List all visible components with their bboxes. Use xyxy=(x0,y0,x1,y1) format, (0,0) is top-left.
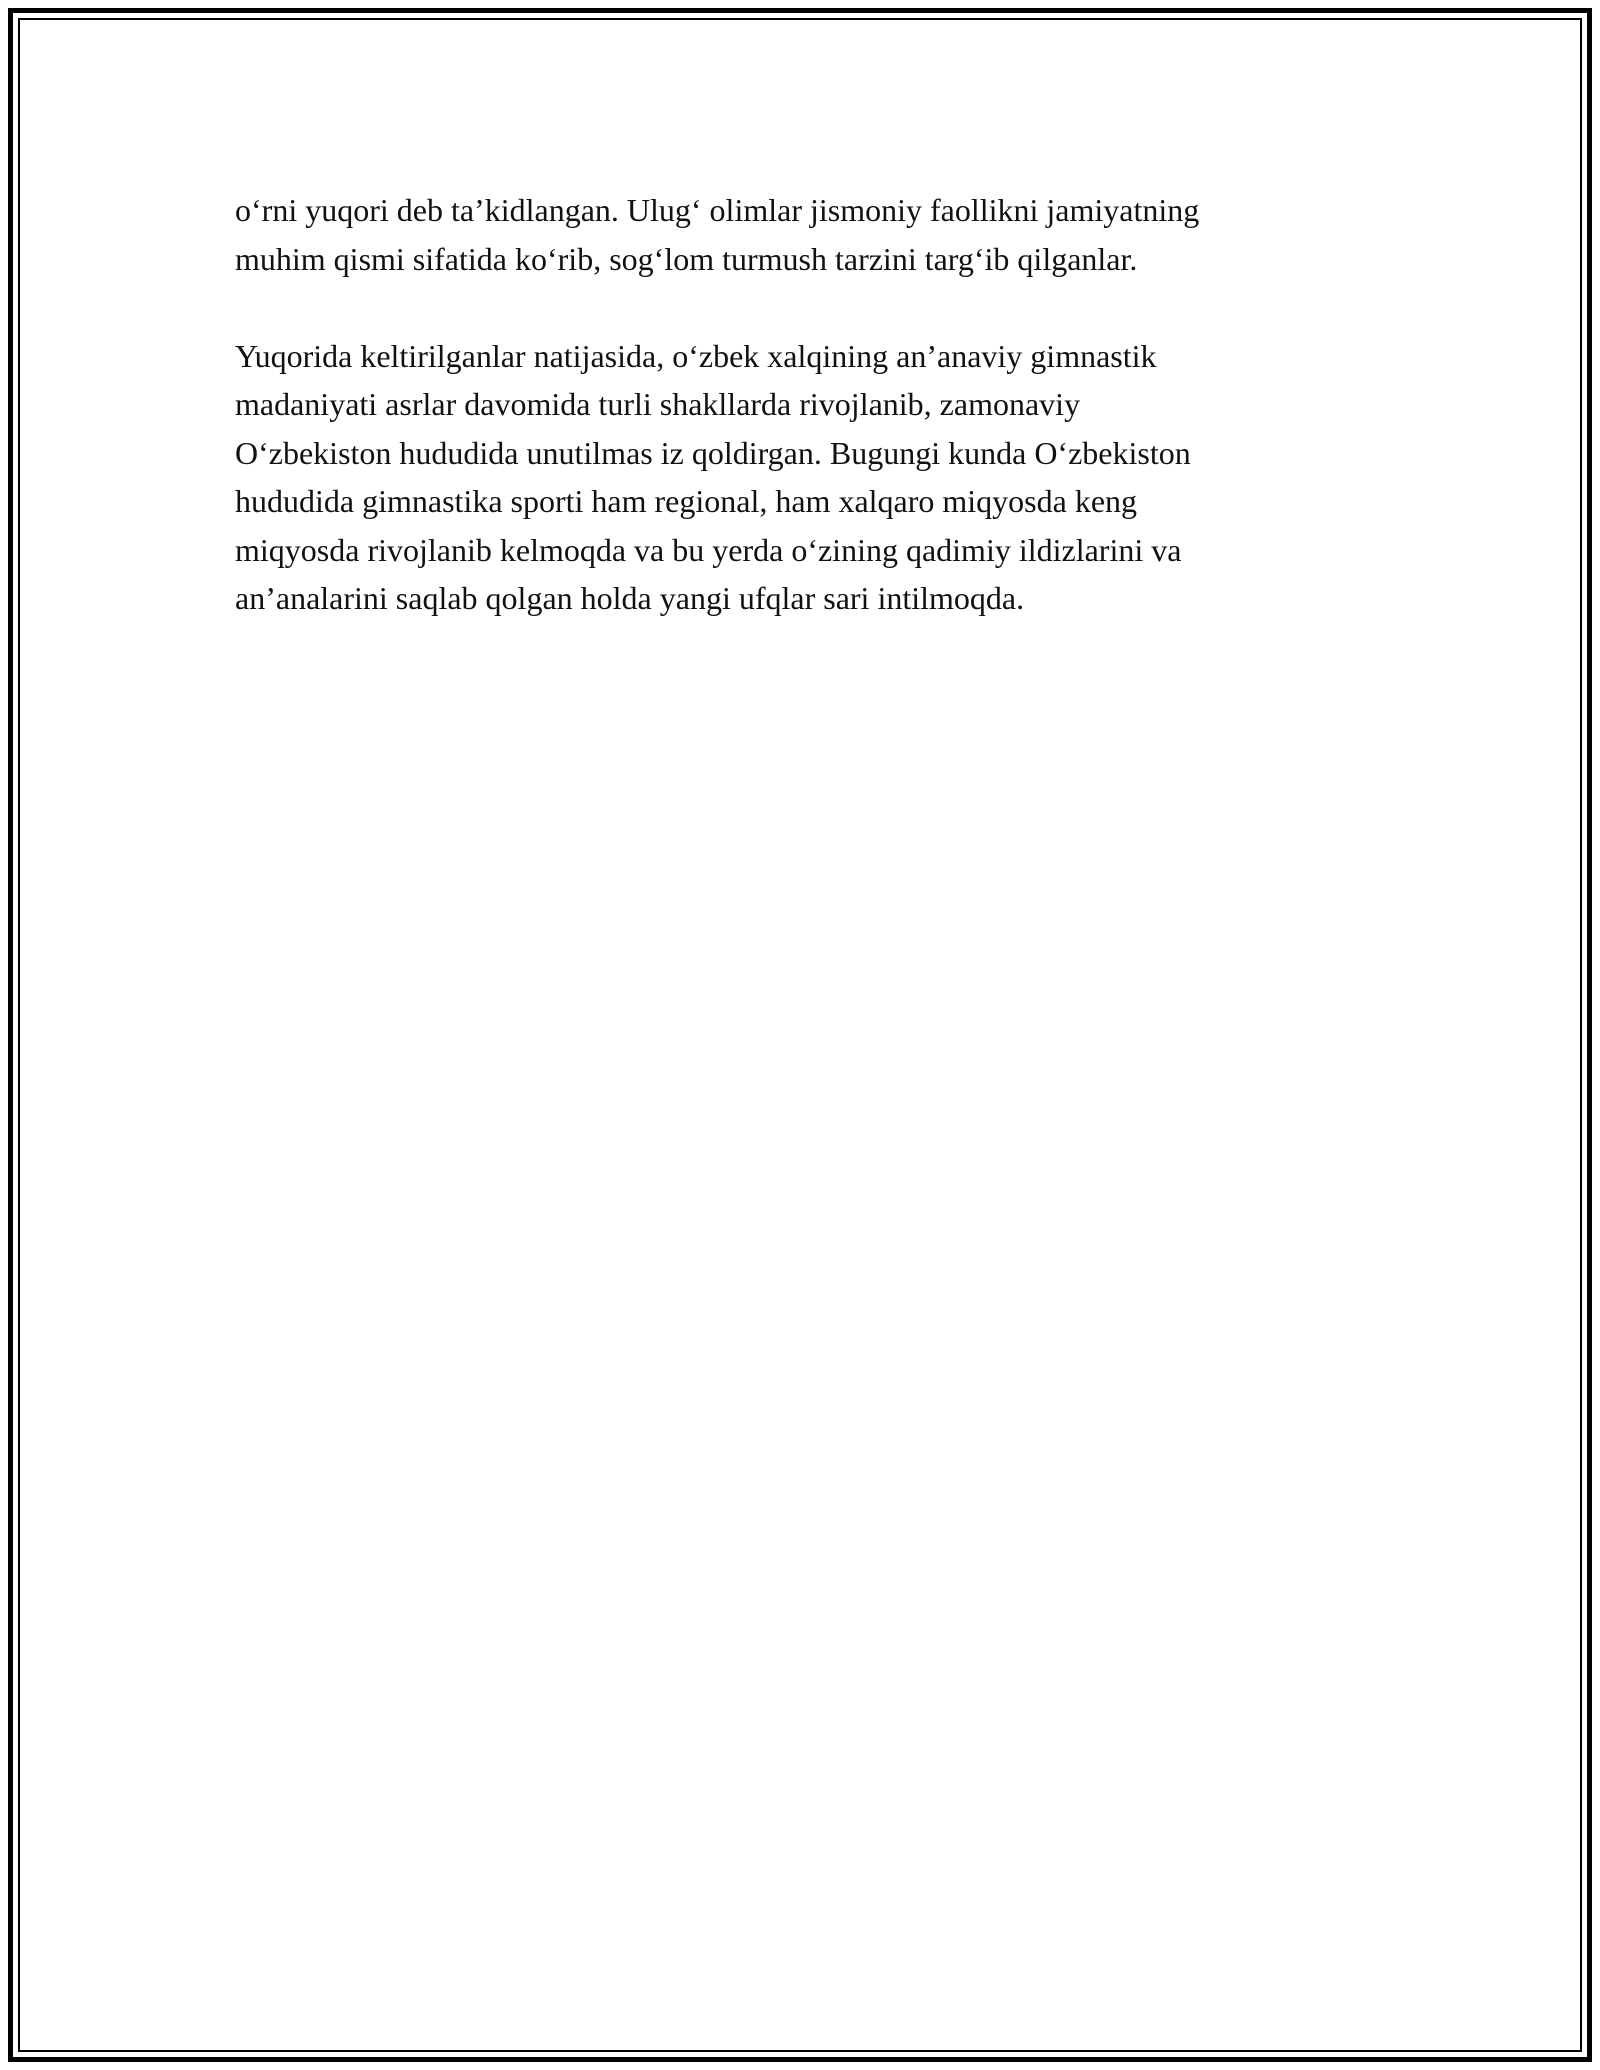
text-line: an’analarini saqlab qolgan holda yangi ufqlar sari intilmoqda. xyxy=(235,580,1025,616)
paragraph-1 xyxy=(235,186,1365,283)
text-line: miqyosda rivojlanib kelmoqda va bu yerda o‘zining qadimiy ildizlarini va xyxy=(235,531,1182,568)
text-line: madaniyati asrlar davomida turli shakllarda rivojlanib, zamonaviy xyxy=(235,386,1081,422)
paragraph-spacer xyxy=(235,283,1365,332)
text-line: Yuqorida keltirilganlar natijasida, o‘zbek xalqining an’anaviy gimnastik xyxy=(235,337,1157,374)
text-line: hududida gimnastika sporti ham regional, ham xalqaro miqyosda keng xyxy=(235,483,1138,519)
document-body xyxy=(235,186,1365,623)
text-line: muhim qismi sifatida ko‘rib, sog‘lom turmush tarzini targ‘ib qilganlar. xyxy=(235,240,1138,277)
text-line: o‘rni yuqori deb ta’kidlangan. Ulug‘ olimlar jismoniy faollikni jamiyatning xyxy=(235,192,1200,228)
paragraph-2 xyxy=(235,332,1365,623)
text-line: O‘zbekiston hududida unutilmas iz qoldirgan. Bugungi kunda O‘zbekiston xyxy=(235,434,1191,471)
